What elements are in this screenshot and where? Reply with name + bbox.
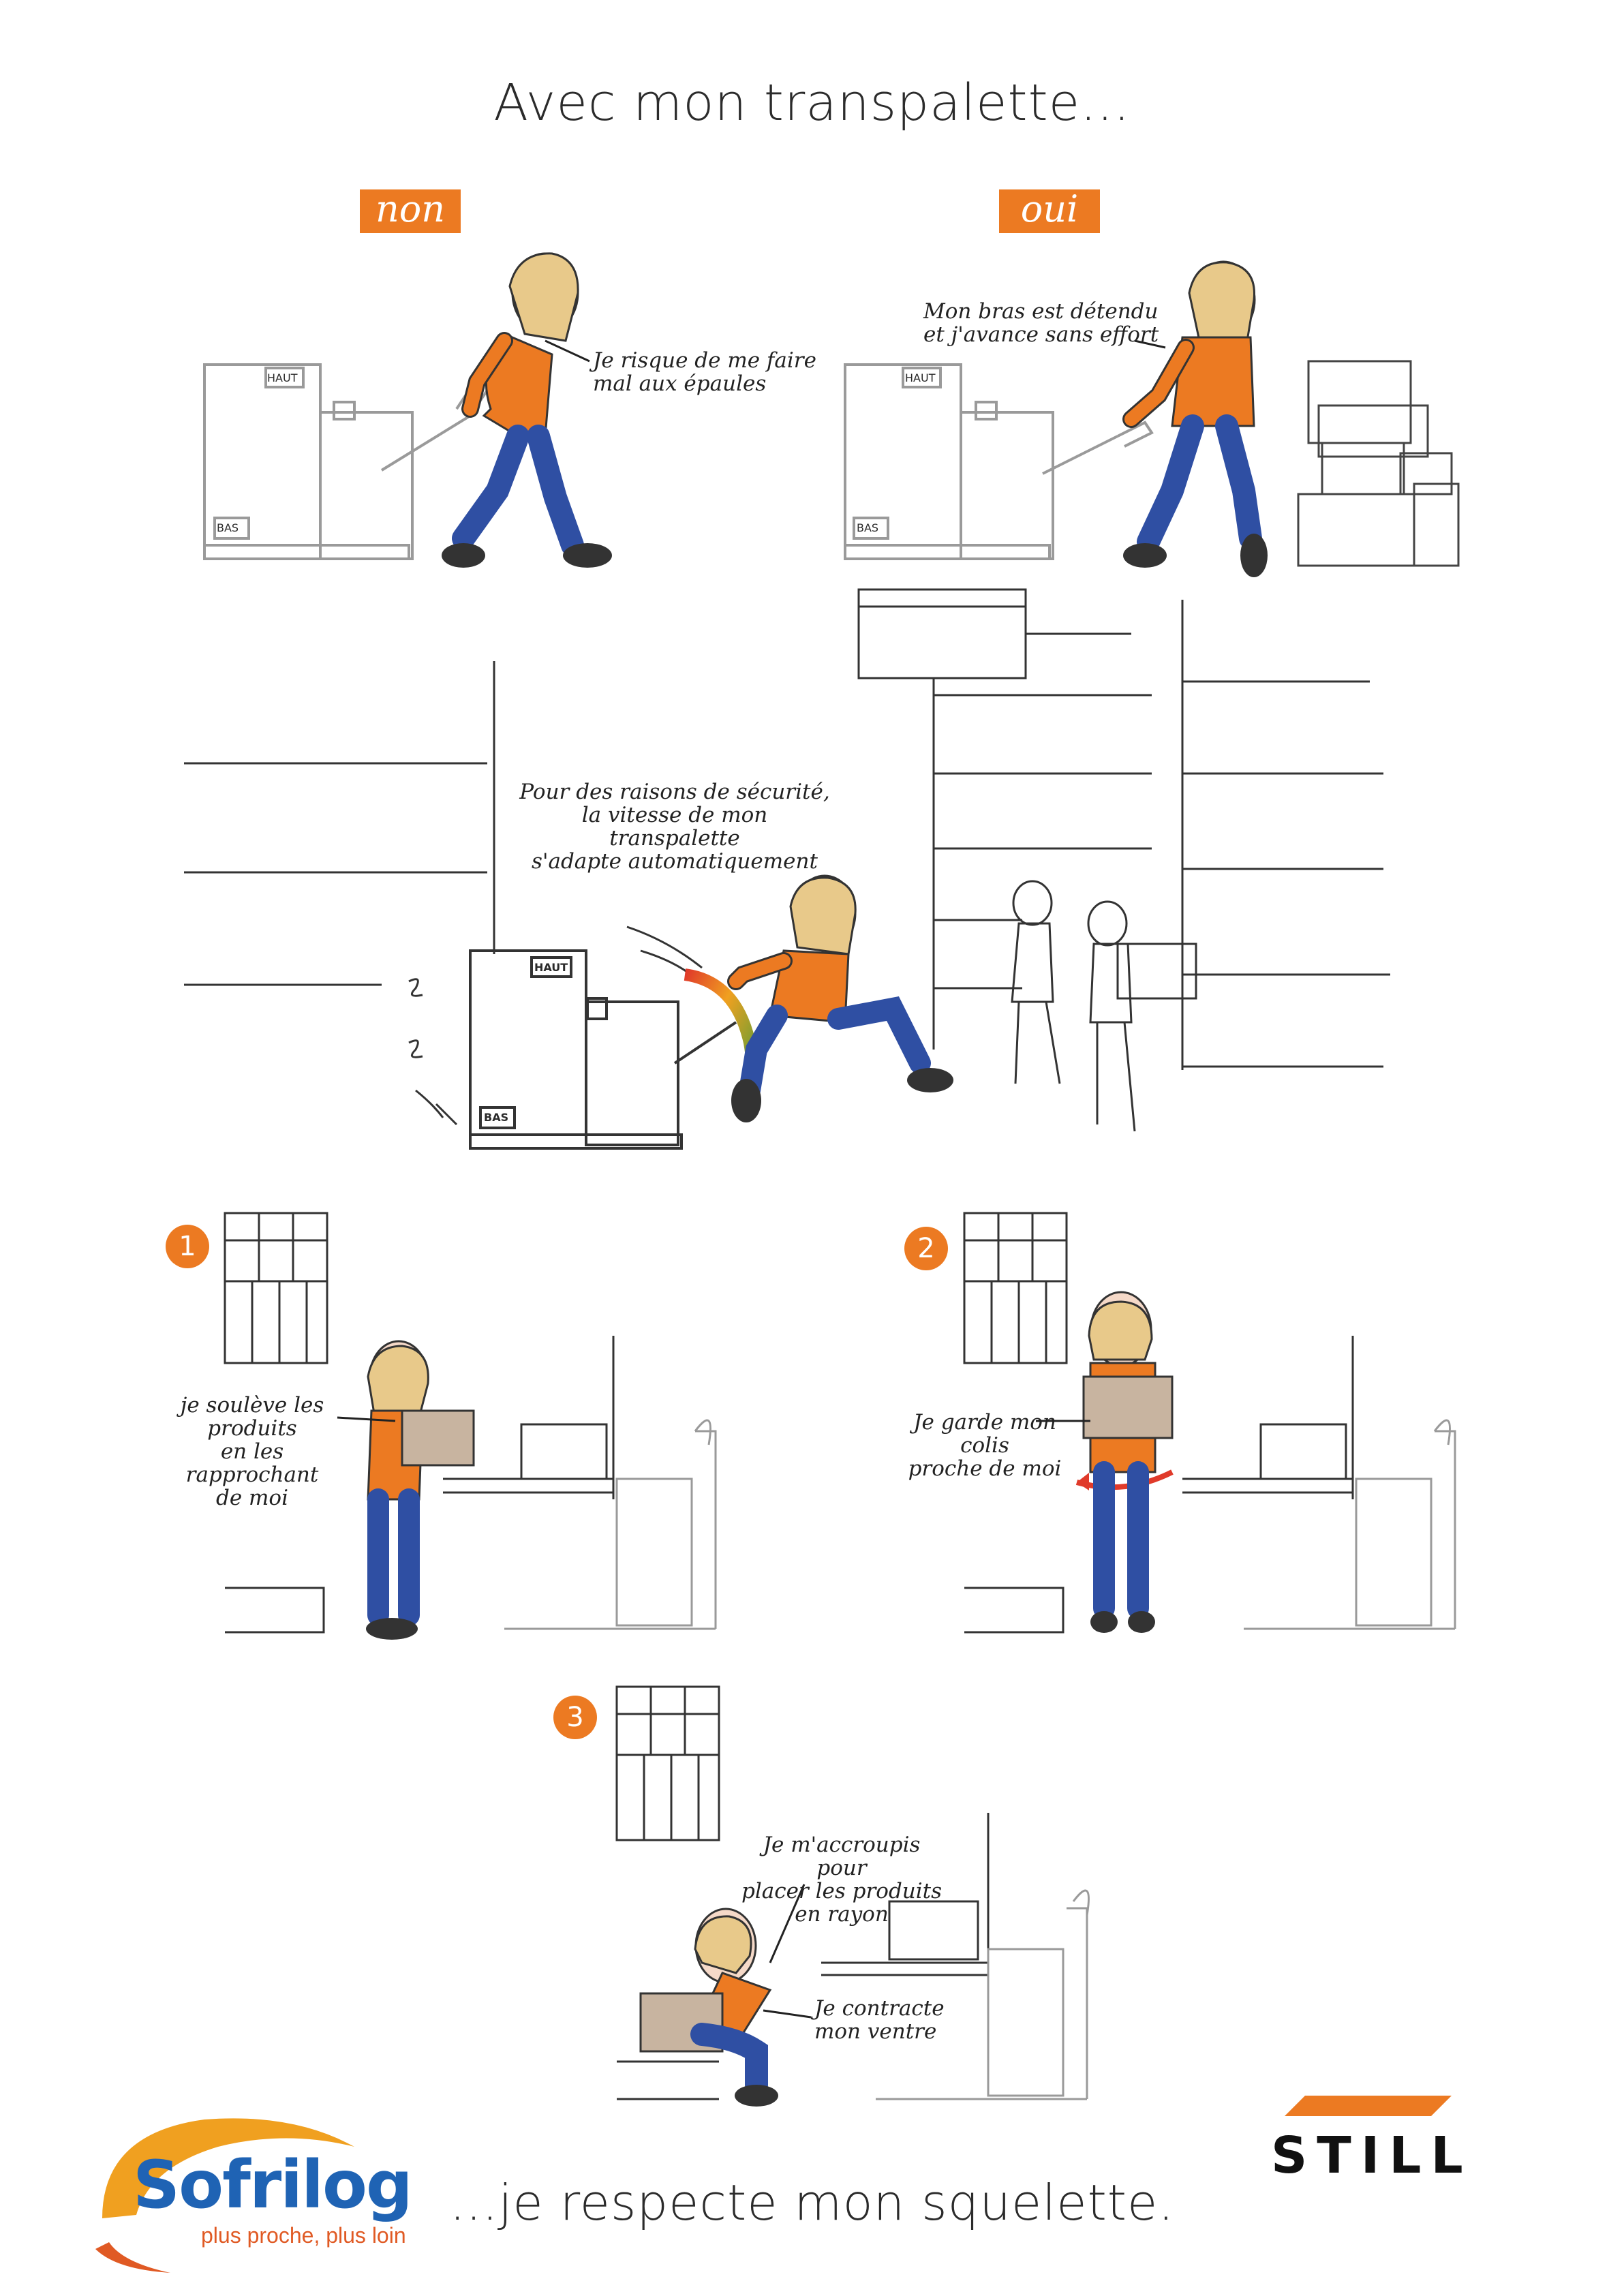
footer-tagline: ...je respecte mon squelette. xyxy=(449,2174,1175,2231)
step-2-badge: 2 xyxy=(904,1227,948,1270)
woman-running xyxy=(731,876,953,1122)
caption-arm-relaxed: Mon bras est détendu et j'avance sans effort xyxy=(923,299,1159,347)
bas-label-b: BAS xyxy=(857,521,879,534)
bas-label-a: BAS xyxy=(217,521,239,534)
caption-speed: Pour des raisons de sécurité, la vitesse de mon transpalette s'adapte automatiquement xyxy=(519,780,830,874)
bas-label-c: BAS xyxy=(484,1111,509,1124)
still-logo: STILL xyxy=(1271,2126,1473,2185)
step-1-badge: 1 xyxy=(166,1225,209,1268)
sofrilog-logo: Sofrilog xyxy=(133,2147,412,2223)
woman-bad-posture xyxy=(442,254,612,568)
page-title: Avec mon transpalette... xyxy=(493,74,1131,132)
stacker-step2 xyxy=(1182,1336,1353,1499)
haut-label-b: HAUT xyxy=(905,371,936,384)
caption-step1: je soulève les produits en les rapprochant de moi xyxy=(180,1393,324,1510)
caption-step3-core: Je contracte mon ventre xyxy=(814,1996,945,2044)
pointer-lines xyxy=(337,341,1165,2017)
step-3-badge: 3 xyxy=(553,1696,597,1739)
woman-step2 xyxy=(1077,1292,1172,1633)
caption-step3-crouch: Je m'accroupis pour placer les produits en rayon xyxy=(741,1833,943,1927)
haut-label-c: HAUT xyxy=(534,961,568,974)
non-tag: non xyxy=(360,189,461,233)
pallet-truck-bad xyxy=(204,365,491,559)
still-chevron xyxy=(1285,2096,1452,2116)
sofrilog-slogan: plus proche, plus loin xyxy=(201,2223,406,2248)
stacked-boxes xyxy=(1298,361,1458,566)
oui-tag: oui xyxy=(999,189,1100,233)
caption-step2: Je garde mon colis proche de moi xyxy=(908,1410,1062,1481)
woman-step1 xyxy=(366,1341,474,1640)
caption-shoulders: Je risque de me faire mal aux épaules xyxy=(593,348,816,396)
pallet-truck-good xyxy=(845,365,1152,559)
pedestrians xyxy=(1012,881,1196,1131)
haut-label-a: HAUT xyxy=(267,371,298,384)
woman-step3 xyxy=(641,1909,778,2107)
